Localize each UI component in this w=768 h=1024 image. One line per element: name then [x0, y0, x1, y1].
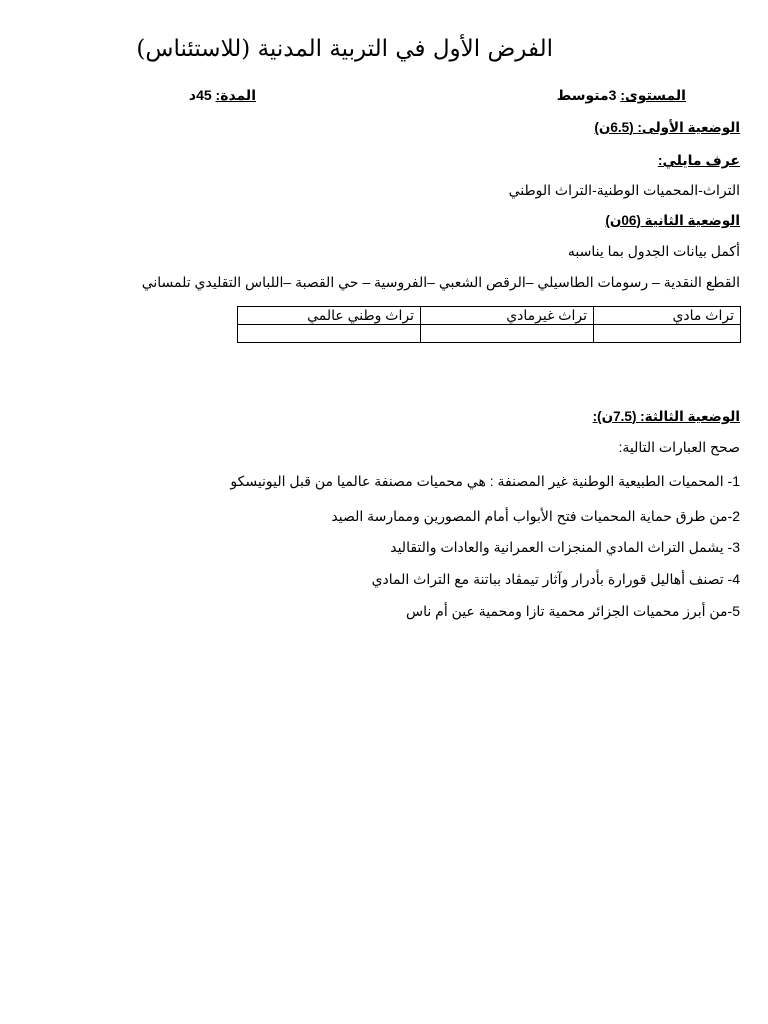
- statement-3: 3- يشمل التراث المادي المنجزات العمرانية والعادات والتقاليد: [390, 539, 740, 555]
- table-row: [238, 325, 741, 343]
- section3-heading: الوضعية الثالثة: (7.5ن):: [592, 409, 740, 424]
- level-info: [557, 87, 686, 104]
- table-cell-material[interactable]: [594, 325, 741, 343]
- statement-5: 5-من أبرز محميات الجزائر محمية تازا ومحمية عين أم ناس: [406, 603, 740, 619]
- statement-4: 4- تصنف أهاليل قورارة بأدرار وآثار تيمڨاد بباتنة مع التراث المادي: [371, 571, 740, 587]
- table-cell-world[interactable]: [238, 325, 421, 343]
- section3-instruction: صحح العبارات التالية:: [618, 439, 740, 455]
- table-cell-intangible[interactable]: [421, 325, 594, 343]
- section2-instruction: أكمل بيانات الجدول بما يناسبه: [567, 243, 740, 259]
- section2-items: القطع النقدية – رسومات الطاسيلي –الرقص الشعبي –الفروسية – حي القصبة –اللباس التقليدي تلمساني: [141, 274, 740, 290]
- table-header-row: [238, 307, 741, 325]
- duration-value: 45د: [188, 87, 212, 103]
- section1-question: عرف مايلي:: [657, 152, 740, 168]
- duration-info: [189, 87, 256, 104]
- heritage-table: [237, 306, 741, 343]
- level-label: المستوى:: [620, 87, 686, 103]
- exam-title: الفرض الأول في التربية المدنية (للاستئناس): [136, 36, 553, 62]
- statement-2: 2-من طرق حماية المحميات فتح الأبواب أمام المصورين وممارسة الصيد: [331, 508, 740, 524]
- section1-heading: الوضعية الأولى: (6.5ن): [594, 120, 740, 135]
- table-header-world: تراث وطني عالمي: [238, 307, 421, 325]
- table-header-intangible: تراث غيرمادي: [421, 307, 594, 325]
- duration-label: المدة:: [215, 87, 256, 103]
- table-header-material: تراث مادي: [594, 307, 741, 325]
- statement-1: 1- المحميات الطبيعية الوطنية غير المصنفة : هي محميات مصنفة عالميا من قبل اليونيسكو: [230, 473, 740, 489]
- section1-terms: التراث-المحميات الوطنية-التراث الوطني: [508, 182, 740, 198]
- section2-heading: الوضعية الثانية (06ن): [605, 213, 740, 228]
- level-value: 3متوسط: [556, 87, 617, 103]
